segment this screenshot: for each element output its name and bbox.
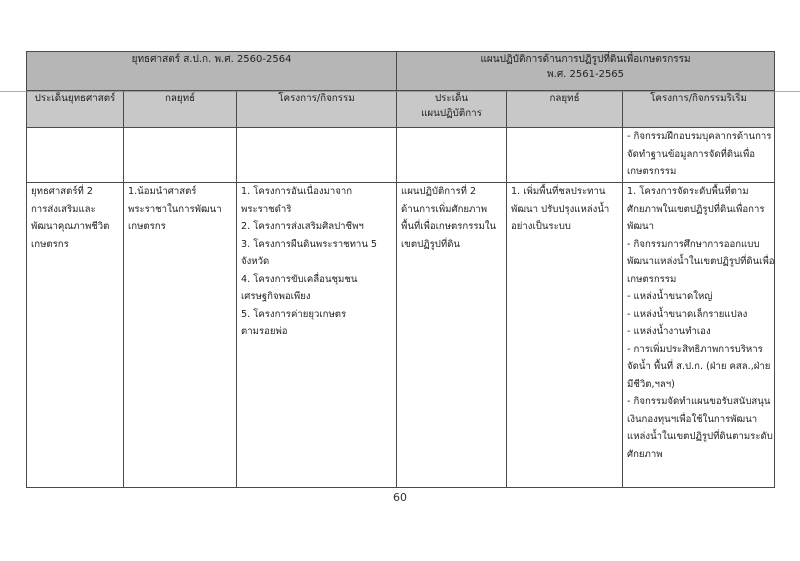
cell-text-line: 1.น้อมนำศาสตร์ bbox=[128, 186, 197, 197]
table-cell bbox=[397, 128, 507, 183]
table-cell bbox=[27, 183, 124, 488]
cell-text-line: 3. โครงการผืนดินพระราชทาน 5 bbox=[241, 238, 378, 250]
column-header-label: โครงการ/กิจกรรม bbox=[278, 93, 355, 104]
column-header bbox=[397, 91, 507, 128]
scan-artifact-line bbox=[0, 91, 800, 92]
header-action-plan-years: พ.ศ. 2561-2565 bbox=[547, 69, 625, 80]
cell-text-line: เขตปฏิรูปที่ดิน bbox=[401, 238, 460, 250]
cell-text-line: - แหล่งน้ำขนาดเล็กรายแปลง bbox=[627, 308, 748, 320]
cell-text-line: จัดทำฐานข้อมูลการจัดที่ดินเพื่อ bbox=[627, 148, 756, 160]
cell-text-line: แผนปฏิบัติการที่ 2 bbox=[401, 186, 477, 197]
cell-text-line: เศรษฐกิจพอเพียง bbox=[241, 291, 311, 302]
table-cell bbox=[124, 128, 237, 183]
cell-text-line: เกษตรกร bbox=[31, 238, 69, 250]
column-header-label: กลยุทธ์ bbox=[549, 93, 580, 104]
cell-text-line: ศักยภาพในเขตปฏิรูปที่ดินเพื่อการ bbox=[627, 203, 765, 215]
cell-text-line: พระราชดำริ bbox=[241, 203, 292, 215]
cell-text-line: ศักยภาพ bbox=[627, 448, 663, 460]
column-header bbox=[507, 91, 623, 128]
cell-text-line: พื้นที่เพื่อเกษตรกรรมใน bbox=[401, 221, 497, 232]
column-header bbox=[237, 91, 397, 128]
cell-text-line: ยุทธศาสตร์ที่ 2 bbox=[31, 186, 93, 197]
table-cell bbox=[623, 183, 775, 488]
cell-text-line: - การเพิ่มประสิทธิภาพการบริหาร bbox=[627, 343, 763, 355]
cell-text-line: การส่งเสริมและ bbox=[31, 203, 96, 215]
cell-text-line: พัฒนาคุณภาพชีวิต bbox=[31, 221, 110, 232]
cell-text-line: ด้านการเพิ่มศักยภาพ bbox=[401, 203, 488, 215]
cell-text-line: 4. โครงการขับเคลื่อนชุมชน bbox=[241, 273, 358, 285]
table-cell bbox=[237, 128, 397, 183]
cell-text-line: จังหวัด bbox=[241, 256, 270, 267]
table-cell bbox=[237, 183, 397, 488]
page-number: 60 bbox=[393, 491, 407, 504]
table-cell bbox=[27, 128, 124, 183]
cell-text-line: 1. โครงการจัดระดับพื้นที่ตาม bbox=[627, 186, 749, 197]
cell-text-line: 1. โครงการอันเนื่องมาจาก bbox=[241, 186, 353, 197]
cell-text-line: พัฒนาแหล่งน้ำในเขตปฏิรูปที่ดินเพื่อ bbox=[627, 256, 775, 267]
table-header-main bbox=[27, 52, 775, 91]
table-row bbox=[27, 128, 775, 183]
cell-text-line: อย่างเป็นระบบ bbox=[511, 221, 571, 232]
column-header bbox=[124, 91, 237, 128]
column-header-label: แผนปฏิบัติการ bbox=[421, 108, 482, 119]
cell-text-line: แหล่งน้ำในเขตปฏิรูปที่ดินตามระดับ bbox=[627, 431, 773, 442]
cell-text-line: จัดน้ำ พื้นที่ ส.ป.ก. (ฝ่าย คสล.,ฝ่าย bbox=[627, 361, 771, 372]
cell-text-line: - กิจกรรมฝึกอบรมบุคลากรด้านการ bbox=[627, 131, 772, 142]
table-header-columns bbox=[27, 91, 775, 128]
cell-text-line: มีชีวิต,ฯลฯ) bbox=[627, 378, 675, 390]
cell-text-line: - แหล่งน้ำงานทำเอง bbox=[627, 326, 711, 337]
table-cell bbox=[124, 183, 237, 488]
header-action-plan-period bbox=[397, 52, 775, 91]
cell-text-line: ตามรอยพ่อ bbox=[241, 326, 288, 337]
table-cell bbox=[507, 128, 623, 183]
column-header bbox=[623, 91, 775, 128]
cell-text-line: - กิจกรรมการศึกษาการออกแบบ bbox=[627, 238, 760, 250]
cell-text-line: - แหล่งน้ำขนาดใหญ่ bbox=[627, 291, 713, 302]
cell-text-line: - กิจกรรมจัดทำแผนขอรับสนับสนุน bbox=[627, 396, 771, 407]
cell-text-line: พระราชาในการพัฒนา bbox=[128, 203, 222, 215]
cell-text-line: 2. โครงการส่งเสริมศิลปาชีพฯ bbox=[241, 221, 364, 232]
header-strategy-period: ยุทธศาสตร์ ส.ป.ก. พ.ศ. 2560-2564 bbox=[27, 52, 397, 91]
table-cell bbox=[397, 183, 507, 488]
header-action-plan-title: แผนปฏิบัติการด้านการปฏิรูปที่ดินเพื่อเกษตรกรรม bbox=[480, 54, 691, 65]
cell-text-line: 1. เพิ่มพื้นที่ชลประทาน bbox=[511, 186, 606, 197]
table-row bbox=[27, 183, 775, 488]
column-header-label: กลยุทธ์ bbox=[164, 93, 196, 104]
table-cell bbox=[507, 183, 623, 488]
cell-text-line: 5. โครงการค่ายยุวเกษตร bbox=[241, 308, 347, 320]
column-header-label: ประเด็นยุทธศาสตร์ bbox=[34, 93, 116, 104]
cell-text-line: เงินกองทุนฯเพื่อใช้ในการพัฒนา bbox=[627, 413, 758, 425]
column-header bbox=[27, 91, 124, 128]
table-cell bbox=[623, 128, 775, 183]
cell-text-line: เกษตรกรรม bbox=[627, 166, 677, 177]
strategy-table bbox=[26, 51, 775, 488]
column-header-label: ประเด็น bbox=[434, 93, 469, 104]
cell-text-line: เกษตรกรรม bbox=[627, 273, 677, 285]
column-header-label: โครงการ/กิจกรรมริเริ่ม bbox=[650, 93, 747, 104]
cell-text-line: พัฒนา bbox=[627, 221, 654, 232]
cell-text-line: เกษตรกร bbox=[128, 221, 166, 232]
cell-text-line: พัฒนา ปรับปรุงแหล่งน้ำ bbox=[511, 203, 610, 215]
